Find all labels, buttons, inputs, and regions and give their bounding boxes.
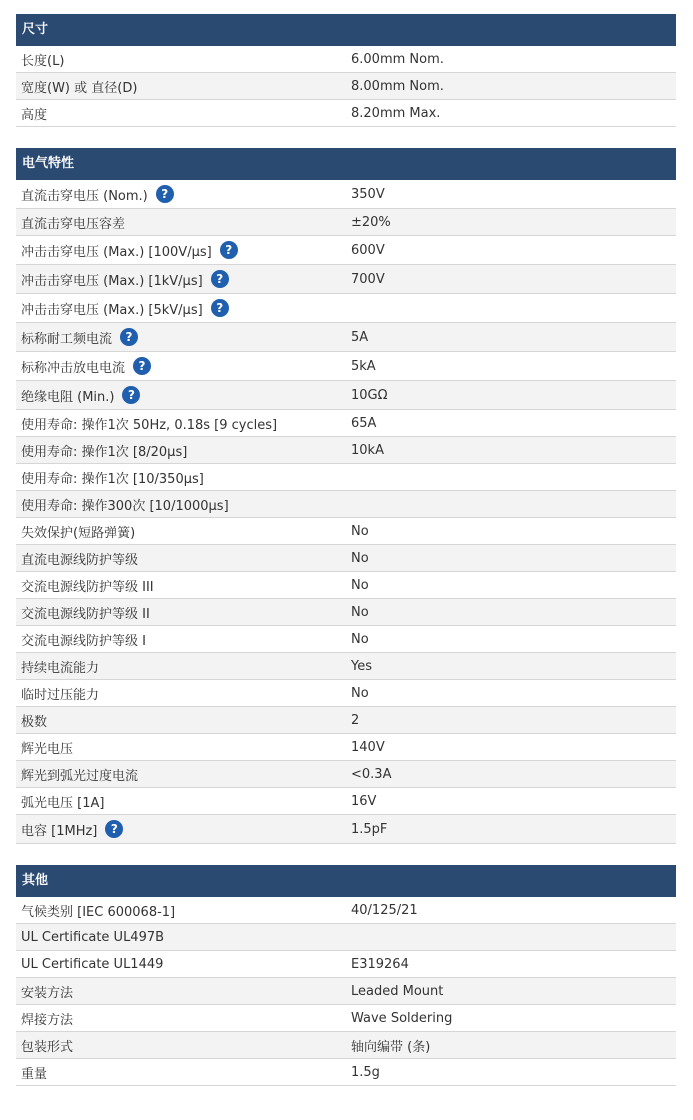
spec-value: 5A <box>351 329 369 345</box>
spec-label: 持续电流能力 <box>21 660 100 676</box>
spec-label-cell <box>16 299 346 318</box>
spec-sheet <box>16 14 676 1107</box>
spec-label-cell <box>16 441 346 460</box>
spec-row <box>16 209 676 236</box>
spec-row <box>16 1032 676 1059</box>
spec-row <box>16 761 676 788</box>
spec-value: Yes <box>351 658 372 674</box>
spec-row <box>16 599 676 626</box>
spec-row <box>16 294 676 323</box>
spec-label: 直流击穿电压 (Nom.) <box>21 188 148 204</box>
spec-value: No <box>351 604 369 620</box>
spec-row <box>16 978 676 1005</box>
spec-row <box>16 410 676 437</box>
spec-value: Wave Soldering <box>351 1010 453 1026</box>
spec-label: 临时过压能力 <box>21 687 100 703</box>
spec-row <box>16 788 676 815</box>
spec-row <box>16 951 676 978</box>
help-question-icon[interactable]: ? <box>133 357 151 375</box>
spec-label: 使用寿命: 操作1次 50Hz, 0.18s [9 cycles] <box>21 417 278 433</box>
spec-label: 电容 [1MHz] <box>21 823 98 839</box>
spec-label: 长度(L) <box>21 53 65 69</box>
spec-label: 重量 <box>21 1066 48 1082</box>
spec-label-cell <box>16 1063 346 1082</box>
spec-label: 安装方法 <box>21 985 74 1001</box>
spec-label-cell <box>16 630 346 649</box>
spec-label-cell <box>16 241 346 260</box>
spec-label-cell <box>16 901 346 920</box>
spec-label-cell <box>16 549 346 568</box>
spec-label: 弧光电压 [1A] <box>21 795 105 811</box>
spec-value: <0.3A <box>351 766 392 782</box>
spec-row <box>16 323 676 352</box>
spec-label: 失效保护(短路弹簧) <box>21 525 136 541</box>
spec-value: 600V <box>351 242 385 258</box>
spec-label: 极数 <box>21 714 48 730</box>
spec-label-cell <box>16 50 346 69</box>
help-question-icon[interactable]: ? <box>220 241 238 259</box>
spec-label: 焊接方法 <box>21 1012 74 1028</box>
spec-label-cell <box>16 468 346 487</box>
spec-row <box>16 518 676 545</box>
spec-label: 绝缘电阻 (Min.) <box>21 389 115 405</box>
spec-label: 交流电源线防护等级 III <box>21 579 154 595</box>
spec-label-cell <box>16 603 346 622</box>
spec-row <box>16 815 676 844</box>
spec-row <box>16 491 676 518</box>
spec-label-cell <box>16 930 346 945</box>
spec-value: E319264 <box>351 956 409 972</box>
spec-section <box>16 148 676 844</box>
help-question-icon[interactable]: ? <box>211 299 229 317</box>
spec-label: 交流电源线防护等级 I <box>21 633 146 649</box>
spec-row <box>16 437 676 464</box>
spec-value: Leaded Mount <box>351 983 444 999</box>
spec-label: 使用寿命: 操作1次 [8/20µs] <box>21 444 188 460</box>
spec-label: 高度 <box>21 107 48 123</box>
spec-row <box>16 572 676 599</box>
spec-section <box>16 865 676 1086</box>
spec-value: 8.20mm Max. <box>351 105 441 121</box>
spec-value: 10GΩ <box>351 387 388 403</box>
spec-value: 350V <box>351 186 385 202</box>
spec-value: 10kA <box>351 442 384 458</box>
spec-row <box>16 73 676 100</box>
spec-label-cell <box>16 386 346 405</box>
spec-value: No <box>351 685 369 701</box>
spec-label-cell <box>16 1009 346 1028</box>
spec-row <box>16 545 676 572</box>
spec-label-cell <box>16 684 346 703</box>
spec-row <box>16 924 676 951</box>
spec-row <box>16 180 676 209</box>
spec-label-cell <box>16 657 346 676</box>
spec-value: 700V <box>351 271 385 287</box>
spec-label: 气候类别 [IEC 600068-1] <box>21 904 176 920</box>
spec-value: No <box>351 631 369 647</box>
spec-label-cell <box>16 792 346 811</box>
spec-label: 包装形式 <box>21 1039 74 1055</box>
spec-value: 6.00mm Nom. <box>351 51 444 67</box>
spec-label: 冲击击穿电压 (Max.) [100V/µs] <box>21 244 212 260</box>
spec-label: 标称冲击放电电流 <box>21 360 126 376</box>
spec-value: 140V <box>351 739 385 755</box>
spec-label-cell <box>16 738 346 757</box>
spec-row <box>16 381 676 410</box>
spec-label-cell <box>16 328 346 347</box>
spec-value: No <box>351 550 369 566</box>
spec-label-cell <box>16 957 346 972</box>
spec-row <box>16 1059 676 1086</box>
help-question-icon[interactable]: ? <box>105 820 123 838</box>
spec-label-cell <box>16 77 346 96</box>
spec-value: 2 <box>351 712 360 728</box>
spec-label: 使用寿命: 操作1次 [10/350µs] <box>21 471 204 487</box>
spec-value: 40/125/21 <box>351 902 418 918</box>
spec-row <box>16 46 676 73</box>
spec-row <box>16 707 676 734</box>
help-question-icon[interactable]: ? <box>211 270 229 288</box>
spec-label: 交流电源线防护等级 II <box>21 606 150 622</box>
spec-label: 使用寿命: 操作300次 [10/1000µs] <box>21 498 229 514</box>
spec-value: 8.00mm Nom. <box>351 78 444 94</box>
spec-label: 宽度(W) 或 直径(D) <box>21 80 138 96</box>
spec-row <box>16 100 676 127</box>
spec-label-cell <box>16 711 346 730</box>
spec-value: 5kA <box>351 358 376 374</box>
spec-label: 标称耐工频电流 <box>21 331 113 347</box>
spec-row <box>16 265 676 294</box>
spec-value: 16V <box>351 793 377 809</box>
spec-label-cell <box>16 357 346 376</box>
spec-row <box>16 1005 676 1032</box>
spec-label-cell <box>16 495 346 514</box>
spec-value: No <box>351 577 369 593</box>
spec-value: No <box>351 523 369 539</box>
spec-label: 冲击击穿电压 (Max.) [1kV/µs] <box>21 273 203 289</box>
spec-row <box>16 236 676 265</box>
spec-label-cell <box>16 522 346 541</box>
spec-row <box>16 680 676 707</box>
spec-value: 轴向编带 (条) <box>351 1039 431 1055</box>
spec-label-cell <box>16 576 346 595</box>
help-question-icon[interactable]: ? <box>122 386 140 404</box>
spec-label: 直流击穿电压容差 <box>21 216 126 232</box>
spec-row <box>16 653 676 680</box>
spec-label-cell <box>16 765 346 784</box>
spec-row <box>16 897 676 924</box>
spec-label: 辉光到弧光过度电流 <box>21 768 139 784</box>
spec-value: 65A <box>351 415 377 431</box>
spec-row <box>16 626 676 653</box>
spec-label: 冲击击穿电压 (Max.) [5kV/µs] <box>21 302 203 318</box>
section-header: 尺寸 <box>16 14 676 46</box>
spec-label: 辉光电压 <box>21 741 74 757</box>
spec-label-cell <box>16 414 346 433</box>
spec-label: UL Certificate UL1449 <box>21 956 164 972</box>
spec-label-cell <box>16 820 346 839</box>
spec-label-cell <box>16 982 346 1001</box>
spec-section <box>16 14 676 127</box>
spec-label-cell <box>16 270 346 289</box>
spec-label-cell <box>16 104 346 123</box>
help-question-icon[interactable]: ? <box>120 328 138 346</box>
spec-label-cell <box>16 1036 346 1055</box>
section-header: 其他 <box>16 865 676 897</box>
spec-row <box>16 464 676 491</box>
help-question-icon[interactable]: ? <box>156 185 174 203</box>
spec-row <box>16 352 676 381</box>
spec-row <box>16 734 676 761</box>
spec-label-cell <box>16 185 346 204</box>
section-header: 电气特性 <box>16 148 676 180</box>
spec-value: 1.5g <box>351 1064 380 1080</box>
spec-label: UL Certificate UL497B <box>21 929 165 945</box>
spec-value: ±20% <box>351 214 391 230</box>
spec-label: 直流电源线防护等级 <box>21 552 139 568</box>
spec-value: 1.5pF <box>351 821 388 837</box>
spec-label-cell <box>16 213 346 232</box>
